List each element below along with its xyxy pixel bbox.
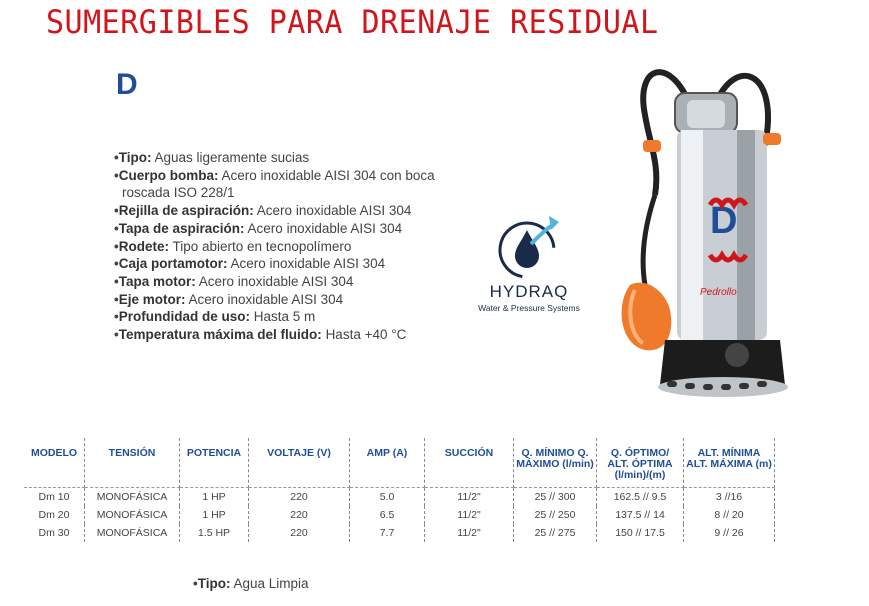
water-drop-icon (497, 214, 561, 280)
logo-tagline: Water & Pressure Systems (478, 303, 580, 313)
cell: 220 (249, 506, 350, 524)
cell: 11/2" (425, 506, 514, 524)
page-title: SUMERGIBLES PARA DRENAJE RESIDUAL (46, 4, 659, 42)
cell: 11/2" (425, 488, 514, 507)
col-potencia: POTENCIA (180, 438, 249, 488)
col-tension: TENSIÓN (85, 438, 180, 488)
cell: 8 // 20 (684, 506, 775, 524)
col-q-min-max: Q. MÍNIMO Q. MÁXIMO (l/min) (514, 438, 597, 488)
col-modelo: MODELO (24, 438, 85, 488)
cell: 3 //16 (684, 488, 775, 507)
specs-table (24, 438, 775, 542)
table-row (24, 488, 775, 507)
cell: 1 HP (180, 506, 249, 524)
cell: 7.7 (350, 524, 425, 542)
spec-item: •Rodete: Tipo abierto en tecnopolímero (114, 238, 352, 254)
footer-note: •Tipo: Agua Limpia (193, 576, 309, 591)
cell: Dm 10 (24, 488, 85, 507)
cell: Dm 20 (24, 506, 85, 524)
model-letter: D (116, 68, 138, 101)
cell: 25 // 250 (514, 506, 597, 524)
spec-item: •Tipo: Aguas ligeramente sucias (114, 150, 310, 165)
cell: 5.0 (350, 488, 425, 507)
col-voltaje: VOLTAJE (V) (249, 438, 350, 488)
cell: 25 // 300 (514, 488, 597, 507)
cell: 9 // 26 (684, 524, 775, 542)
cell: MONOFÁSICA (85, 506, 180, 524)
col-amp: AMP (A) (350, 438, 425, 488)
spec-item: •Tapa motor: Acero inoxidable AISI 304 (114, 273, 354, 289)
cell: 6.5 (350, 506, 425, 524)
table-row (24, 506, 775, 524)
cell: MONOFÁSICA (85, 524, 180, 542)
spec-item: •Eje motor: Acero inoxidable AISI 304 (114, 291, 344, 307)
cell: 1.5 HP (180, 524, 249, 542)
cell: 220 (249, 488, 350, 507)
cell: 11/2" (425, 524, 514, 542)
cell: 150 // 17.5 (597, 524, 684, 542)
spec-item: •Temperatura máxima del fluido: Hasta +40 °C (114, 327, 407, 343)
spec-item: •Profundidad de uso: Hasta 5 m (114, 309, 316, 325)
pump-brand: Pedrollo (700, 287, 737, 298)
spec-item: •Caja portamotor: Acero inoxidable AISI 304 (114, 256, 386, 272)
spec-list (114, 149, 474, 344)
spec-item: •Cuerpo bomba: Acero inoxidable AISI 304 con boca roscada ISO 228/1 (114, 167, 435, 201)
logo-brand: HYDRAQ (489, 282, 569, 301)
cell: 162.5 // 9.5 (597, 488, 684, 507)
pump-model-label: D (710, 200, 738, 242)
table-header-row (24, 438, 775, 488)
pump-image (615, 55, 790, 400)
hydraq-logo (466, 214, 592, 324)
cell: 137.5 // 14 (597, 506, 684, 524)
col-succion: SUCCIÓN (425, 438, 514, 488)
cell: MONOFÁSICA (85, 488, 180, 507)
spec-item: •Rejilla de aspiración: Acero inoxidable AISI 304 (114, 203, 412, 219)
cell: 220 (249, 524, 350, 542)
cell: 25 // 275 (514, 524, 597, 542)
col-alt-min-max: ALT. MÍNIMA ALT. MÁXIMA (m) (684, 438, 775, 488)
spec-item: •Tapa de aspiración: Acero inoxidable AISI 304 (114, 220, 403, 236)
col-q-optimo: Q. ÓPTIMO/ ALT. ÓPTIMA (l/min)/(m) (597, 438, 684, 488)
cell: Dm 30 (24, 524, 85, 542)
table-row (24, 524, 775, 542)
cell: 1 HP (180, 488, 249, 507)
